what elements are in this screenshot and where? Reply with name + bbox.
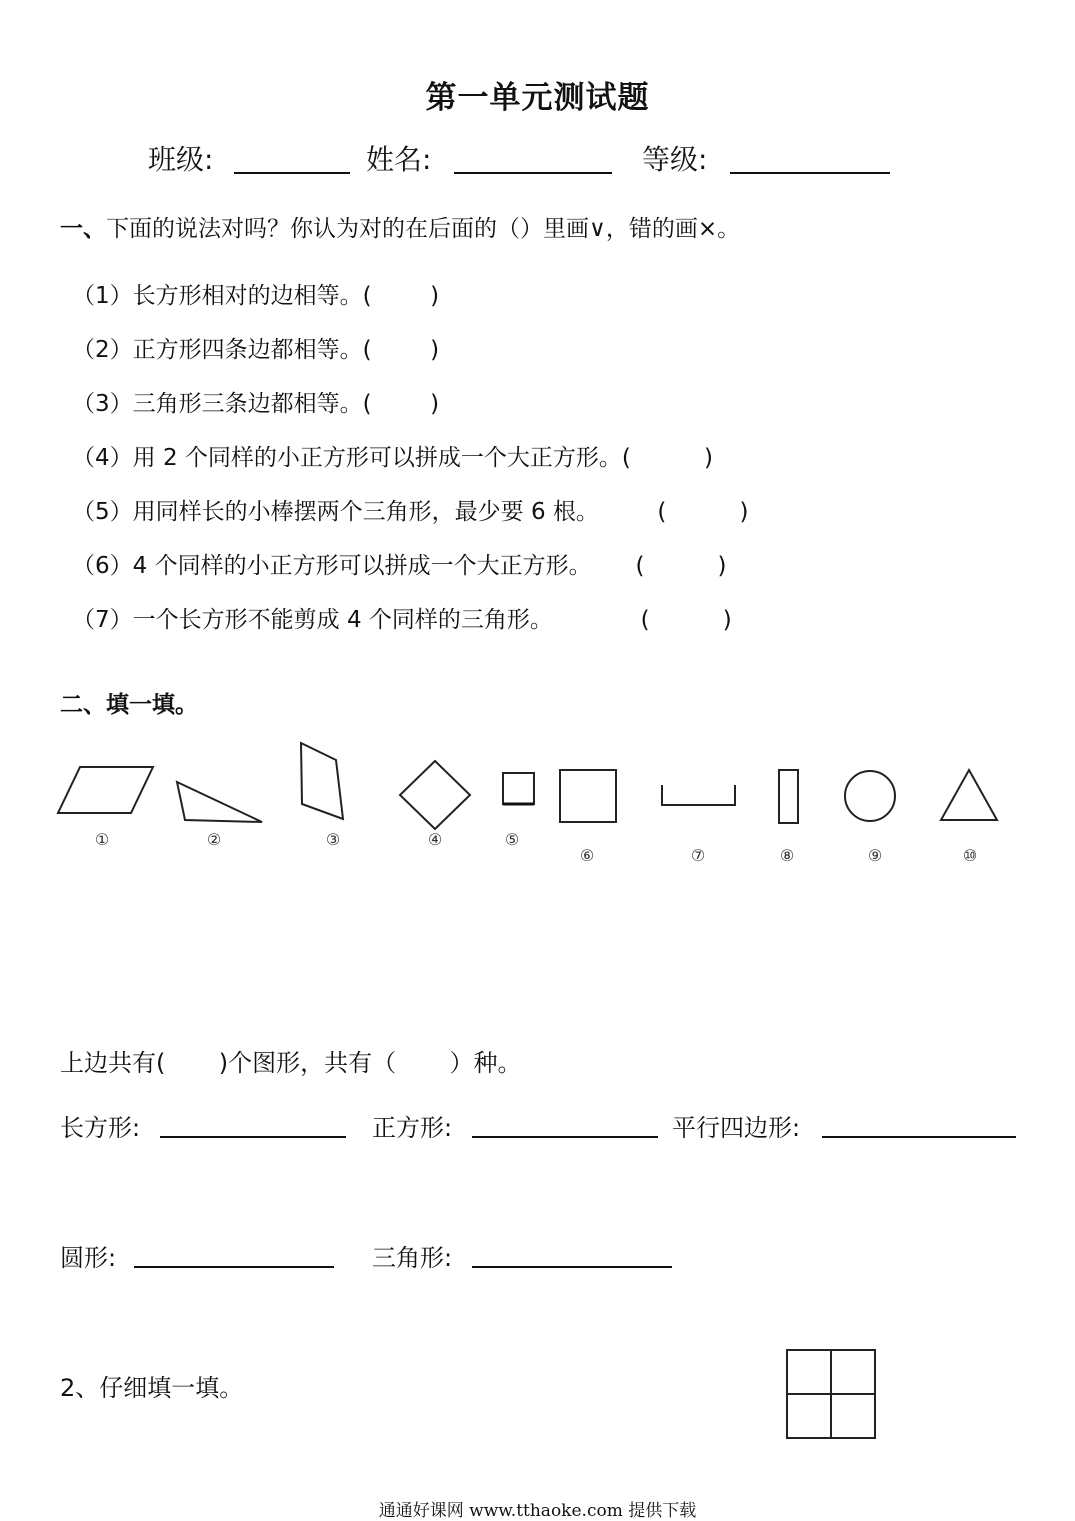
section1-number: 一、 <box>60 216 106 242</box>
shape-5-small-square <box>503 773 534 804</box>
grade-label: 等级: <box>642 143 708 176</box>
question-2-label: 2、仔细填一填。 <box>60 1374 244 1402</box>
judge-item-3: （3）三角形三条边都相等。( ) <box>72 391 440 417</box>
judge-item-6: （6）4 个同样的小正方形可以拼成一个大正方形。 ( ) <box>72 553 727 579</box>
judge-item-4: （4）用 2 个同样的小正方形可以拼成一个大正方形。( ) <box>72 445 713 471</box>
shape-label-6: ⑥ <box>579 846 595 865</box>
shapes-figure <box>0 730 1075 880</box>
shape-8-rectangle <box>779 770 798 823</box>
name-label: 姓名: <box>366 143 432 176</box>
footer-note: 通通好课网 www.tthaoke.com 提供下载 <box>378 1501 697 1521</box>
section2-heading: 二、填一填。 <box>60 692 198 718</box>
shape-label-2: ② <box>206 830 222 849</box>
shape-label-8: ⑧ <box>779 846 795 865</box>
square-label: 正方形: <box>372 1114 453 1142</box>
grade-blank[interactable] <box>730 172 890 174</box>
judge-item-1: （1）长方形相对的边相等。( ) <box>72 283 440 309</box>
circle-label: 圆形: <box>60 1244 117 1272</box>
triangle-blank[interactable] <box>472 1266 672 1268</box>
shape-10-triangle <box>941 770 997 820</box>
shape-7-rectangle <box>662 785 735 805</box>
class-label: 班级: <box>148 143 214 176</box>
shape-label-1: ① <box>94 830 110 849</box>
shape-6-square <box>560 770 616 822</box>
shape-label-9: ⑨ <box>867 846 883 865</box>
judge-item-5: （5）用同样长的小棒摆两个三角形，最少要 6 根。 ( ) <box>72 499 749 525</box>
class-blank[interactable] <box>234 172 350 174</box>
parallelogram-label: 平行四边形: <box>672 1114 801 1142</box>
section1-instruction: 下面的说法对吗？你认为对的在后面的（）里画∨，错的画×。 <box>106 216 741 242</box>
section1-heading <box>60 210 740 243</box>
page-title: 第一单元测试题 <box>425 80 650 116</box>
square-blank[interactable] <box>472 1136 658 1138</box>
rectangle-label: 长方形: <box>60 1114 141 1142</box>
count-question: 上边共有( )个图形，共有（ ）种。 <box>60 1049 522 1077</box>
shape-4-diamond <box>400 761 470 829</box>
triangle-label: 三角形: <box>372 1244 453 1272</box>
judge-item-2: （2）正方形四条边都相等。( ) <box>72 337 440 363</box>
shape-2-triangle <box>177 782 262 822</box>
grid-figure <box>786 1348 878 1442</box>
shape-label-7: ⑦ <box>690 846 706 865</box>
name-blank[interactable] <box>454 172 612 174</box>
rectangle-blank[interactable] <box>160 1136 346 1138</box>
shape-label-3: ③ <box>325 830 341 849</box>
circle-blank[interactable] <box>134 1266 334 1268</box>
shape-1-parallelogram <box>58 767 153 813</box>
shape-label-10: ⑩ <box>962 846 978 865</box>
shape-9-circle <box>845 771 895 821</box>
shape-label-4: ④ <box>427 830 443 849</box>
parallelogram-blank[interactable] <box>822 1136 1016 1138</box>
shape-label-5: ⑤ <box>504 830 520 849</box>
judge-item-7: （7）一个长方形不能剪成 4 个同样的三角形。 ( ) <box>72 607 732 633</box>
shape-3-parallelogram <box>301 743 343 819</box>
